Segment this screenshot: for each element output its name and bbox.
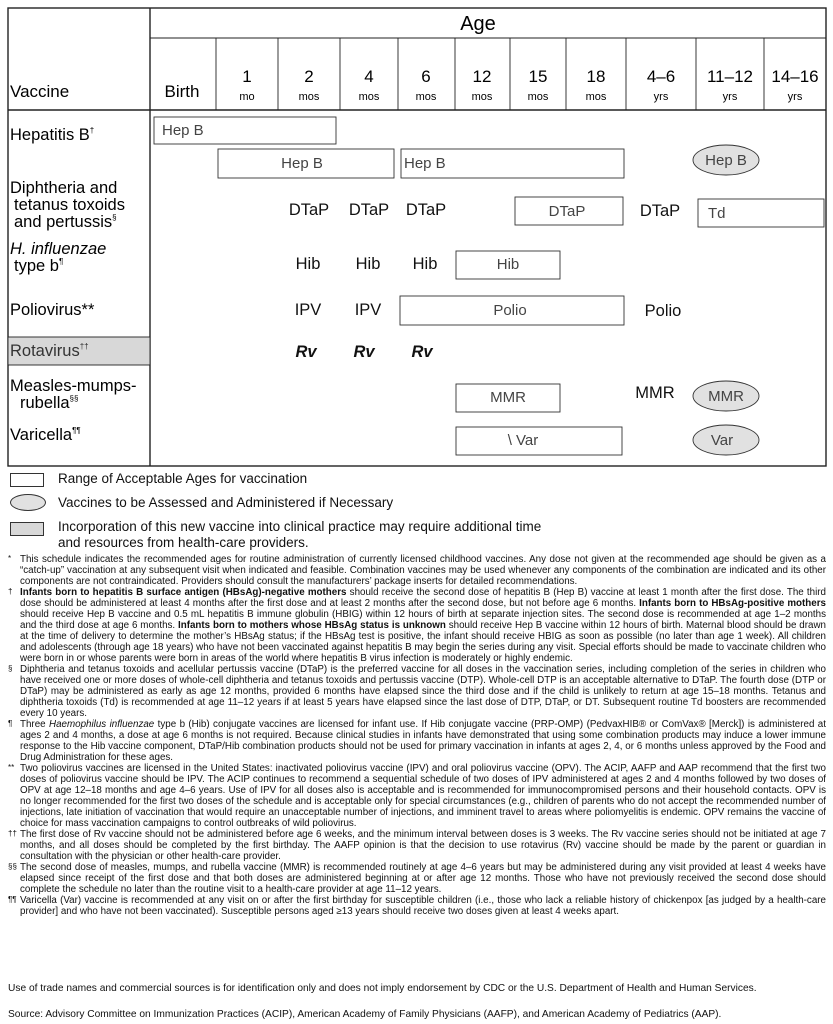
vaccine-poliovirus: Poliovirus** [10, 301, 95, 319]
dtap-15-18mo-cell: DTaP [548, 203, 586, 220]
footnotes [8, 554, 826, 917]
age-birth: Birth [164, 82, 200, 101]
vaccine-hib-line1: H. influenzae [10, 240, 107, 258]
var-12-18mo-range-bar [456, 427, 622, 455]
vaccine-varicella: Varicella¶¶ [10, 426, 81, 444]
age-15mos: 15 [528, 67, 548, 86]
age-2mos: 2 [304, 67, 314, 86]
hib-4mo-cell: Hib [355, 255, 381, 273]
legend-assess-swatch [10, 494, 46, 511]
age-12mos-unit: mos [471, 91, 493, 103]
trade-name-disclaimer: Use of trade names and commercial sources is for identification only and does not imply endorsement by CDC or the U.S. Department of Health and Human Services. [8, 983, 757, 994]
age-header: Age [460, 13, 496, 35]
age-14-16yrs: 14–16 [771, 67, 819, 86]
hib-12-15mo-cell: Hib [496, 256, 520, 273]
hib-2mo-cell: Hib [295, 255, 321, 273]
age-4-6yrs: 4–6 [646, 67, 676, 86]
hepb-6-18mo-cell: Hep B [404, 155, 446, 172]
dtap-2mo-cell: DTaP [288, 201, 330, 219]
footnote-dtap: § Diphtheria and tetanus toxoids and acellular pertussis vaccine (DTaP) is the preferred vaccine for all doses in the vaccination series, including completion of the series in children who have received one or more doses of whole-cell diphtheria and tetanus toxoids and pertussis vaccine (DTP). Whole-cell DTP is an acceptable alternative to DTaP. The fourth dose (DTP or DTaP) may be administered as early as age 12 months, provided 6 months have elapsed since the third dose and if the child is unlikely to return at age 15–18 months. Tetanus and diphtheria toxoids (Td) is recommended at age 11–12 years if at least 5 years have elapsed since the last dose of DTP, DTaP, or DT. Subsequent routine Td boosters are recommended every 10 years. [8, 664, 826, 719]
legend-new-vaccine-line1: Incorporation of this new vaccine into clinical practice may require additional time [58, 519, 542, 534]
vaccine-mmr-line2: rubella§§ [20, 394, 79, 412]
footnote-hib: ¶ Three Haemophilus influenzae type b (Hib) conjugate vaccines are licensed for infant use. If Hib conjugate vaccine (PRP-OMP) (PedvaxHIB® or ComVax® [Merck]) is administered at ages 2 and 4 months, a dose at age 6 months is not required. Because clinical studies in infants have demonstrated that using some combination products may induce a lower immune response to the Hib vaccine component, DTaP/Hib combination products should not be used for primary vaccination in infants at ages 2, 4, or 6 months unless approved by the Food and Drug Administration for these ages. [8, 719, 826, 763]
age-11-12yrs-unit: yrs [722, 91, 738, 103]
vaccine-rotavirus: Rotavirus†† [10, 342, 89, 360]
mmr-catchup-cell: MMR [708, 388, 744, 405]
footnote-general: * This schedule indicates the recommended ages for routine administration of currently licensed childhood vaccines. Any dose not given at the recommended age should be given as a “catch-up” vaccination at any subsequent visit when indicated and feasible. Combination vaccines may be used whenever any components of the combination are indicated and its other components are not contraindicated. Providers should consult the manufacturers’ package inserts for detailed recommendations. [8, 554, 826, 587]
vaccine-dtap-line2: tetanus toxoids [14, 196, 125, 214]
age-4mos-unit: mos [358, 91, 380, 103]
mmr-4-6yr-cell: MMR [635, 384, 675, 402]
rv-6mo-cell: Rv [411, 343, 433, 361]
legend-new-vaccine-swatch [10, 522, 44, 536]
var-catchup-cell: Var [710, 432, 734, 449]
age-11-12yrs: 11–12 [706, 67, 754, 86]
vaccine-hepatitis-b: Hepatitis B† [10, 126, 95, 144]
polio-6-18mo-cell: Polio [493, 302, 527, 319]
rv-4mo-cell: Rv [353, 343, 375, 361]
mmr-12-15mo-cell: MMR [490, 389, 526, 406]
vaccine-dtap-line3: and pertussis§ [14, 213, 117, 231]
source-line: Source: Advisory Committee on Immunization Practices (ACIP), American Academy of Family Physicians (AAFP), and American Academy of Pediatrics (AAP). [8, 1009, 722, 1020]
legend-range-swatch [10, 473, 44, 487]
age-1mo: 1 [242, 67, 252, 86]
immunization-schedule-table [0, 0, 833, 470]
age-14-16yrs-unit: yrs [787, 91, 803, 103]
ipv-2mo-cell: IPV [294, 301, 322, 319]
age-18mos: 18 [586, 67, 606, 86]
legend-range-label: Range of Acceptable Ages for vaccination [58, 471, 308, 486]
vaccine-dtap-line1: Diphtheria and [10, 179, 118, 197]
footnote-rotavirus: †† The first dose of Rv vaccine should not be administered before age 6 weeks, and the minimum interval between doses is 3 weeks. The Rv vaccine series should not be initiated at age 7 months, and all doses should be completed by the first birthday. The AAFP opinion is that the decision to use rotavirus (Rv) vaccine should be made by the parent or guardian in consultation with the physician or other health-care provider. [8, 829, 826, 862]
footnote-poliovirus: ** Two poliovirus vaccines are licensed in the United States: inactivated poliovirus vaccine (IPV) and oral poliovirus vaccine (OPV). The ACIP, AAFP and AAP recommend that the first two doses of poliovirus vaccine should be IPV. The ACIP continues to recommend a sequential schedule of two doses of IPV administered at ages 2 and 4 months followed by two doses of OPV at age 12–18 months and age 4–6 years. Use of IPV for all doses also is acceptable and is recommended for immunocompromised persons and their household contacts. OPV is no longer recommended for the first two doses of the schedule and is acceptable only for special circumstances (e.g., children of parents who do not accept the recommended number of injections, late initiation of vaccination that would require an unacceptable number of injections, and imminent travel to areas where poliomyelitis is endemic. OPV remains the vaccine of choice for mass vaccination campaigns to control outbreaks of wild poliovirus. [8, 763, 826, 829]
vaccine-column-header: Vaccine [10, 82, 70, 101]
age-15mos-unit: mos [527, 91, 549, 103]
age-2mos-unit: mos [298, 91, 320, 103]
footnote-varicella: ¶¶ Varicella (Var) vaccine is recommended at any visit on or after the first birthday for susceptible children (i.e., those who lack a reliable history of chickenpox [as judged by a health-care provider] and who have not been vaccinated). Susceptible persons aged ≥13 years should receive two doses given at least 4 weeks apart. [8, 895, 826, 917]
legend-assess-label: Vaccines to be Assessed and Administered if Necessary [58, 495, 394, 510]
var-12-18mo-cell: \ Var [507, 432, 539, 449]
age-18mos-unit: mos [585, 91, 607, 103]
dtap-6mo-cell: DTaP [405, 201, 447, 219]
ipv-4mo-cell: IPV [354, 301, 382, 319]
age-6mos-unit: mos [415, 91, 437, 103]
age-12mos: 12 [472, 67, 492, 86]
hepb-catchup-cell: Hep B [705, 152, 747, 169]
legend-new-vaccine-line2: and resources from health-care providers. [58, 535, 309, 550]
hepb-birth-cell: Hep B [162, 122, 204, 139]
dtap-4mo-cell: DTaP [348, 201, 390, 219]
hib-6mo-cell: Hib [412, 255, 438, 273]
dtap-4-6yr-cell: DTaP [639, 202, 681, 220]
vaccine-mmr-line1: Measles-mumps- [10, 377, 137, 395]
footnote-hepatitis-b: † Infants born to hepatitis B surface antigen (HBsAg)-negative mothers should receive the second dose of hepatitis B (Hep B) vaccine at least 1 month after the first dose. The third dose should be administered at least 4 months after the first dose and at least 2 months after the second dose, but not before age 6 months. Infants born to HBsAg-positive mothers should receive Hep B vaccine and 0.5 mL hepatitis B immune globulin (HBIG) within 12 hours of birth at separate injection sites. The second dose is recommended at age 1–2 months and the third dose at age 6 months. Infants born to mothers whose HBsAg status is unknown should receive Hep B vaccine within 12 hours of birth. Maternal blood should be drawn at the time of delivery to determine the mother’s HBsAg status; if the HBsAg test is positive, the infant should receive HBIG as soon as possible (no later than age 1 week). All children and adolescents (through age 18 years) who have not been vaccinated against hepatitis B may begin the series during any visit. Special efforts should be made to vaccinate children who were born in or whose parents were born in areas of the world where hepatitis B virus infection is moderately or highly endemic. [8, 587, 826, 664]
age-4mos: 4 [364, 67, 374, 86]
polio-4-6yr-cell: Polio [644, 302, 682, 320]
td-cell: Td [708, 205, 726, 222]
age-4-6yrs-unit: yrs [653, 91, 669, 103]
hepb-1-4mo-cell: Hep B [281, 155, 323, 172]
vaccine-hib-line2: type b¶ [14, 257, 64, 275]
age-6mos: 6 [421, 67, 431, 86]
footnote-mmr: §§ The second dose of measles, mumps, and rubella vaccine (MMR) is recommended routinely at age 4–6 years but may be administered during any visit provided at least 4 weeks have elapsed since receipt of the first dose and that both doses are administered beginning at or after age 12 months. Those who have not previously received the second dose should complete the schedule no later than the routine visit to a health-care provider at age 11–12 years. [8, 862, 826, 895]
vaccine-labels [8, 126, 150, 444]
age-1mo-unit: mo [239, 91, 255, 103]
rv-2mo-cell: Rv [295, 343, 317, 361]
